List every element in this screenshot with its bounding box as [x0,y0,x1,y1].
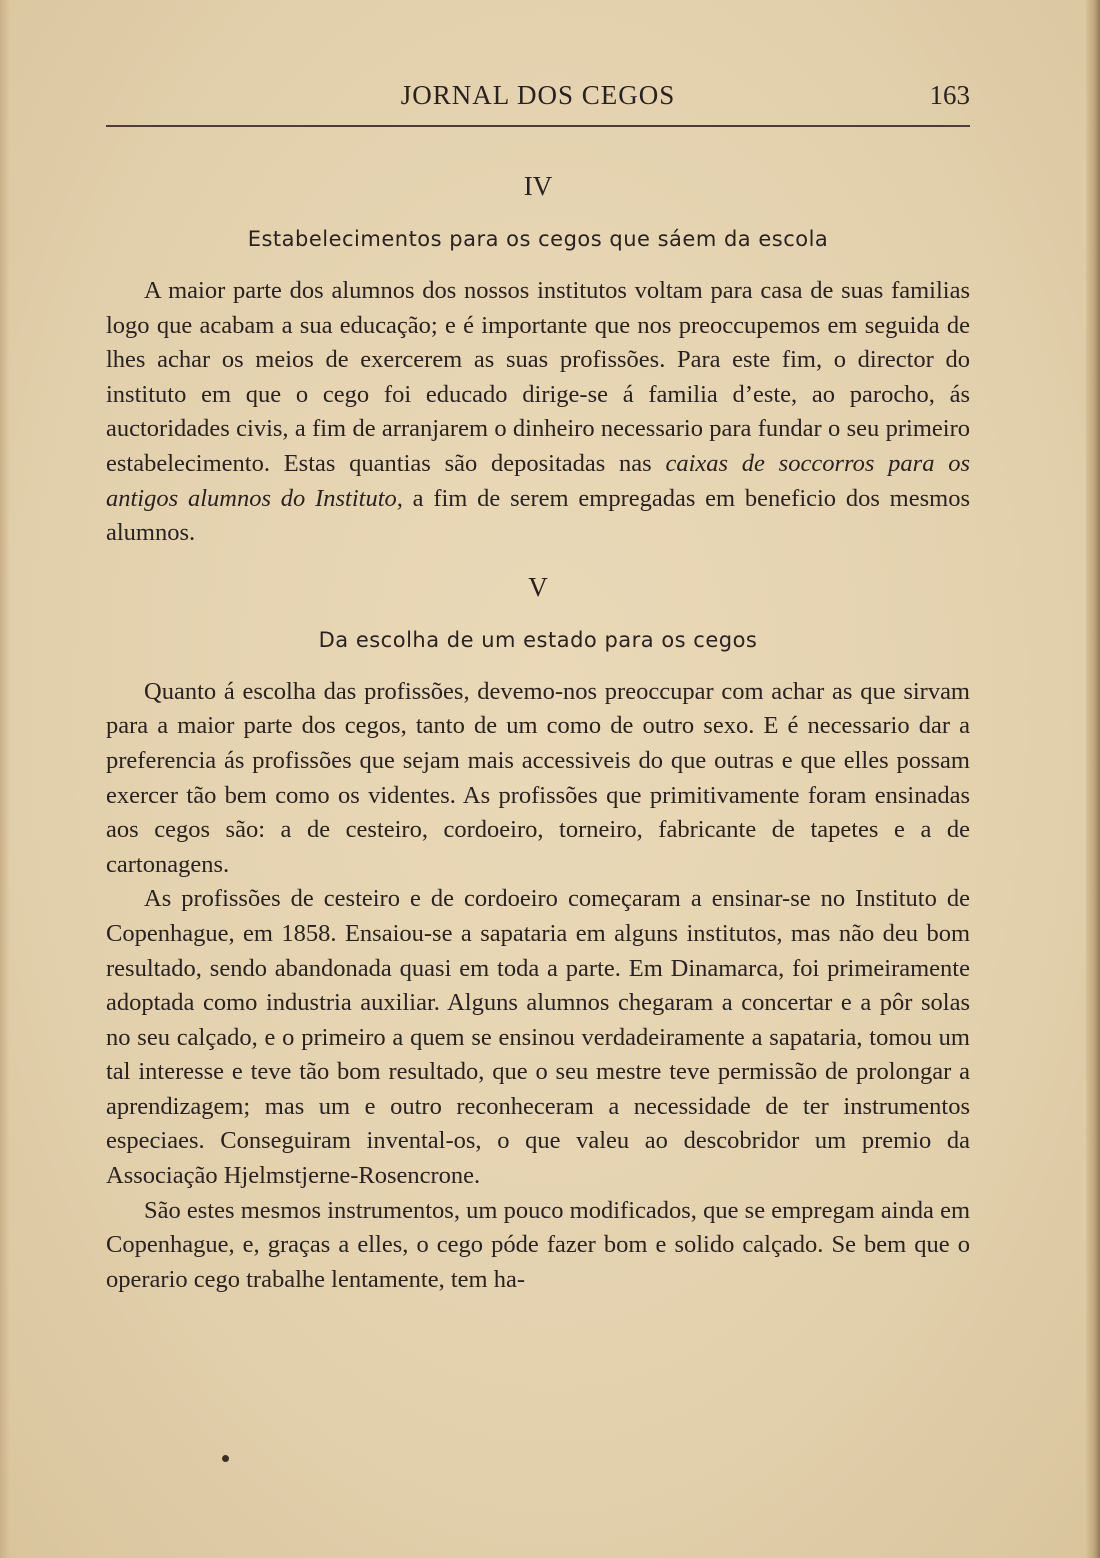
section-iv-paragraph [106,274,970,551]
ink-spot [222,1455,229,1462]
section-v-heading: Da escolha de um estado para os cegos [318,627,758,652]
page-right-edge [1086,0,1100,1558]
page-content [106,168,970,1297]
journal-title: JORNAL DOS CEGOS [400,80,676,110]
running-head [106,78,970,118]
section-v-numeral: V [528,571,548,602]
page-left-edge [0,0,10,1558]
section-v-paragraph-3: São estes mesmos instrumentos, um pouco modificados, que se empregam ainda em Copenhague, e, graças a elles, o cego póde fazer bom e solido calçado. Se bem que o operario cego trabalhe lentamente, tem ha- [106,1196,970,1293]
section-v-paragraph-1: Quanto á escolha das profissões, devemo-nos preoccupar com achar as que sirvam para a maior parte dos cegos, tanto de um como de outro sexo. E é necessario dar a preferencia ás profissões que sejam mais accessiveis do que outras e que elles possam exercer tão bem como os videntes. As profissões que primitivamente foram ensinadas aos cegos são: a de cesteiro, cordoeiro, torneiro, fabricante de tapetes e a de cartonagens. [106,677,970,878]
section-iv-heading: Estabelecimentos para os cegos que sáem da escola [247,227,829,251]
page-number: 163 [929,80,970,110]
section-iv-numeral: IV [523,171,553,201]
section-v-paragraph-2: As profissões de cesteiro e de cordoeiro começaram a ensinar-se no Instituto de Copenhague, em 1858. Ensaiou-se a sapataria em alguns institutos, mas não deu bom resultado, sendo abandonada quasi em toda a parte. Em Dinamarca, foi primeiramente adoptada como industria auxiliar. Alguns alumnos chegaram a concertar e a pôr solas no seu calçado, e o primeiro a quem se ensinou verdadeiramente a sapataria, tomou um tal interesse e teve tão bom resultado, que o seu mestre teve permissão de prolongar a aprendizagem; mas um e outro reconheceram a necessidade de ter instrumentos especiaes. Conseguiram invental-os, o que valeu ao descobridor um premio da Associação Hjelmstjerne-Rosencrone. [106,885,970,1190]
paragraph-text: A maior parte dos alumnos dos nossos institutos voltam para casa de suas familias logo que acabam a sua educação; e é importante que nos preoccupemos em seguida de lhes achar os meios de exercerem as suas profissões. Para este fim, o director do instituto em que o cego foi educado dirige-se á familia d’este, ao parocho, ás auctoridades civis, a fim de arranjarem o dinheiro necessario para fundar o seu primeiro estabelecimento. Estas quantias são depositadas nas [106,277,970,477]
paragraph-text: a fim de serem empregadas em beneficio dos mesmos alumnos. [106,484,970,547]
header-rule [106,125,970,127]
italic-phrase: caixas de soccorros para os antigos alumnos do Instituto, [106,449,970,512]
